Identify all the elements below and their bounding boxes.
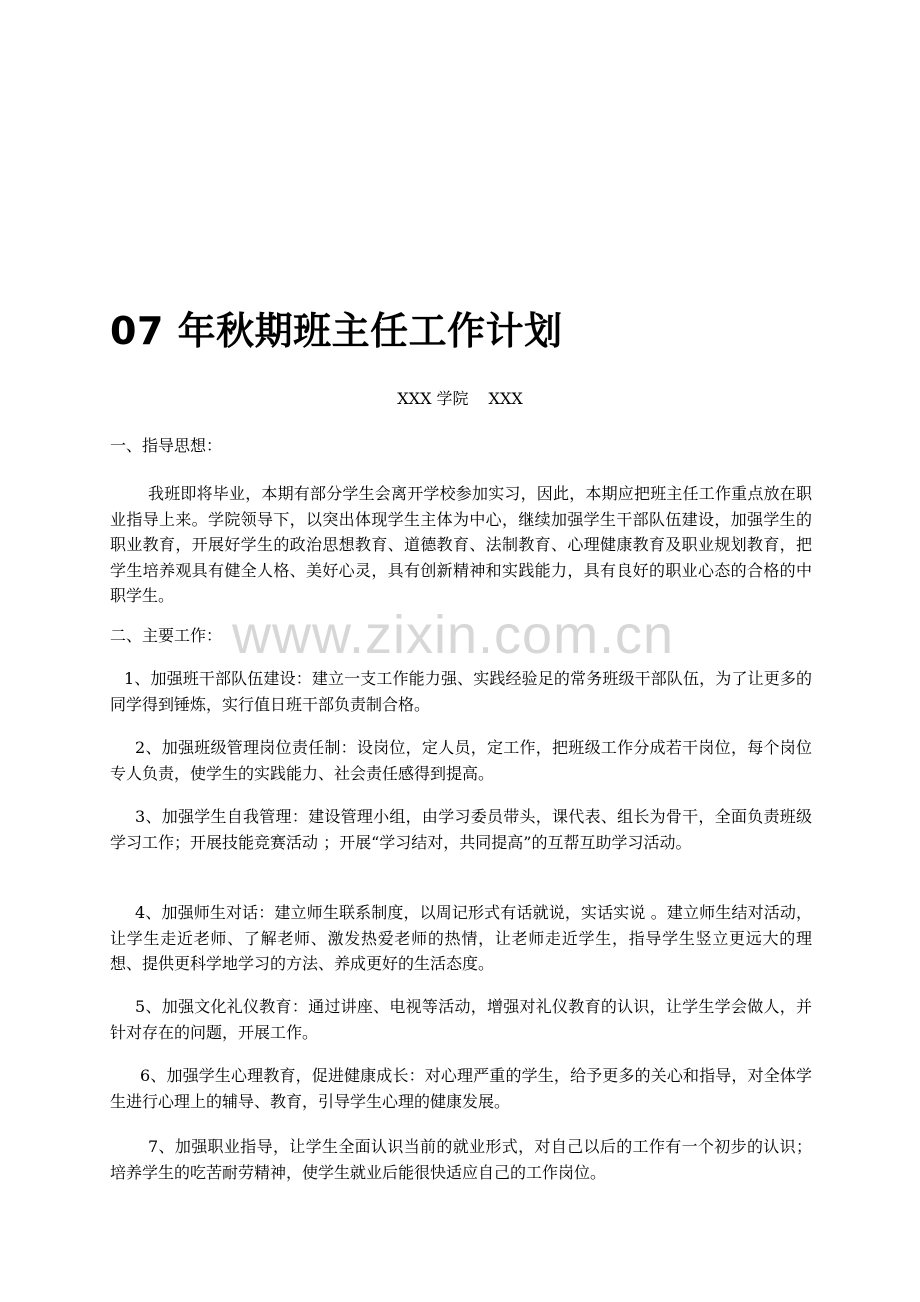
- work-item-6: 6、加强学生心理教育，促进健康成长：对心理严重的学生，给予更多的关心和指导，对全体学生进行心理上的辅导、教育，引导学生心理的健康发展。: [110, 1066, 812, 1111]
- section-heading-main-work: 二、主要工作：: [110, 626, 223, 645]
- document-title: 07 年秋期班主任工作计划: [110, 309, 563, 353]
- work-item-3: 3、加强学生自我管理：建设管理小组，由学习委员带头，课代表、组长为骨干，全面负责班级学习工作；开展技能竞赛活动 ；开展“学习结对，共同提高”的互帮互助学习活动。: [110, 807, 812, 852]
- section-heading-guiding-ideology: 一、指导思想：: [110, 436, 223, 455]
- work-item-4: 4、加强师生对话：建立师生联系制度，以周记形式有话就说，实话实说 。建立师生结对活动，让学生走近老师、了解老师、激发热爱老师的热情，让老师走近学生，指导学生竖立更远大的理想、提供更科学地学习的方法、养成更好的生活态度。: [110, 903, 812, 973]
- document-author-line: [0, 386, 920, 412]
- author-name: XXX: [488, 389, 523, 408]
- watermark: www.zixin.com.cn: [232, 605, 675, 665]
- author-school: XXX 学院: [397, 389, 469, 408]
- work-item-7: 7、加强职业指导，让学生全面认识当前的就业形式，对自己以后的工作有一个初步的认识；培养学生的吃苦耐劳精神，使学生就业后能很快适应自己的工作岗位。: [110, 1137, 812, 1182]
- guiding-ideology-paragraph: 我班即将毕业，本期有部分学生会离开学校参加实习，因此，本期应把班主任工作重点放在职业指导上来。学院领导下，以突出体现学生主体为中心，继续加强学生干部队伍建设，加强学生的职业教育，开展好学生的政治思想教育、道德教育、法制教育、心理健康教育及职业规划教育，把学生培养观具有健全人格、美好心灵，具有创新精神和实践能力，具有良好的职业心态的合格的中职学生。: [110, 484, 812, 605]
- work-item-5: 5、加强文化礼仪教育：通过讲座、电视等活动，增强对礼仪教育的认识，让学生学会做人，并针对存在的问题，开展工作。: [110, 997, 812, 1042]
- work-item-2: 2、加强班级管理岗位责任制：设岗位，定人员，定工作，把班级工作分成若干岗位，每个岗位专人负责，使学生的实践能力、社会责任感得到提高。: [110, 738, 812, 783]
- work-item-1: 1、加强班干部队伍建设：建立一支工作能力强、实践经验足的常务班级干部队伍，为了让更多的同学得到锤炼，实行值日班干部负责制合格。: [110, 669, 812, 714]
